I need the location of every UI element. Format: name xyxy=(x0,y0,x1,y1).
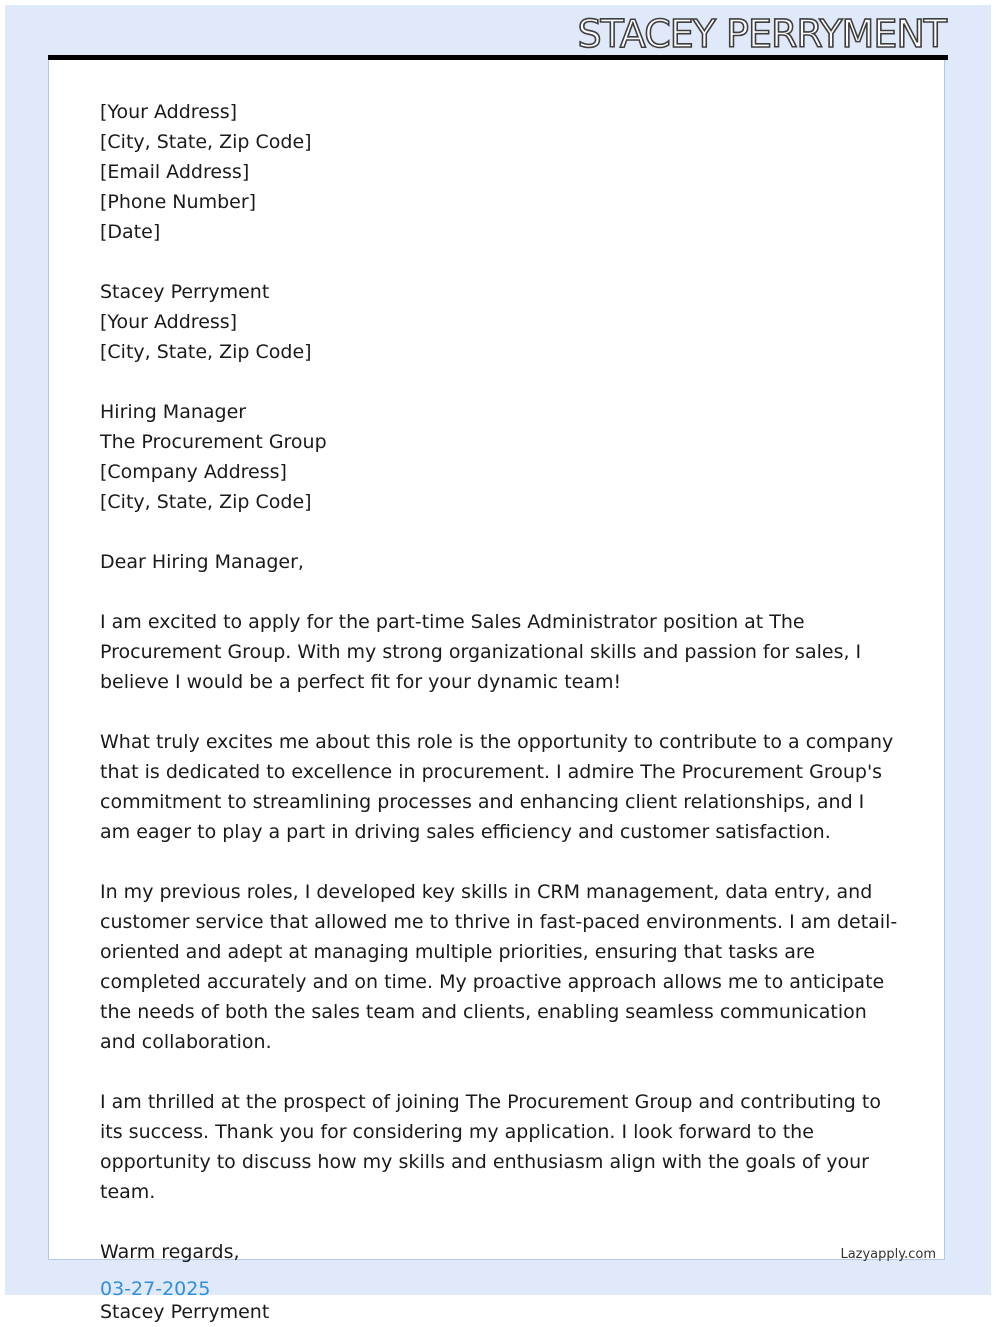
applicant-name: Stacey Perryment xyxy=(100,281,270,303)
recipient-address: [Company Address] xyxy=(100,461,287,483)
spacer xyxy=(100,517,900,547)
letter-body xyxy=(100,97,900,1327)
applicant-address: [Your Address] xyxy=(100,311,238,333)
watermark-link[interactable]: Lazyapply.com xyxy=(840,1247,936,1262)
sender-phone: [Phone Number] xyxy=(100,191,257,213)
spacer xyxy=(100,1267,900,1297)
spacer xyxy=(100,367,900,397)
closing: Warm regards, xyxy=(100,1241,240,1263)
sender-address: [Your Address] xyxy=(100,101,238,123)
sender-email: [Email Address] xyxy=(100,161,250,183)
body-paragraph-3: In my previous roles, I developed key skills in CRM management, data entry, and customer service that allowed me to thrive in fast-paced environments. I am detail-oriented and adept at managing multiple priorities, ensuring that tasks are completed accurately and on time. My proactive approach allows me to anticipate the needs of both the sales team and clients, enabling seamless communication and collaboration. xyxy=(100,881,898,1053)
applicant-city: [City, State, Zip Code] xyxy=(100,341,312,363)
spacer xyxy=(100,577,900,607)
recipient-company: The Procurement Group xyxy=(100,431,327,453)
salutation: Dear Hiring Manager, xyxy=(100,551,304,573)
spacer xyxy=(100,697,900,727)
sender-date: [Date] xyxy=(100,221,161,243)
header-name: STACEY PERRYMENT xyxy=(577,12,946,56)
recipient-city: [City, State, Zip Code] xyxy=(100,491,312,513)
footer-date: 03-27-2025 xyxy=(100,1278,211,1300)
spacer xyxy=(100,247,900,277)
applicant-block xyxy=(100,277,900,367)
recipient-title: Hiring Manager xyxy=(100,401,247,423)
body-paragraph-4: I am thrilled at the prospect of joining The Procurement Group and contributing to its success. Thank you for considering my application. I look forward to the opportunity to discuss how my skills and enthusiasm align with the goals of your team. xyxy=(100,1091,881,1203)
sender-city: [City, State, Zip Code] xyxy=(100,131,312,153)
sender-block xyxy=(100,97,900,247)
signature: Stacey Perryment xyxy=(100,1301,270,1323)
body-paragraph-1: I am excited to apply for the part-time Sales Administrator position at The Procurement Group. With my strong organizational skills and passion for sales, I believe I would be a perfect fit for your dynamic team! xyxy=(100,611,862,693)
recipient-block xyxy=(100,397,900,517)
spacer xyxy=(100,847,900,877)
body-paragraph-2: What truly excites me about this role is the opportunity to contribute to a company that is dedicated to excellence in procurement. I admire The Procurement Group's commitment to streamlining processes and enhancing client relationships, and I am eager to play a part in driving sales efficiency and customer satisfaction. xyxy=(100,731,894,843)
spacer xyxy=(100,1207,900,1237)
spacer xyxy=(100,1057,900,1087)
